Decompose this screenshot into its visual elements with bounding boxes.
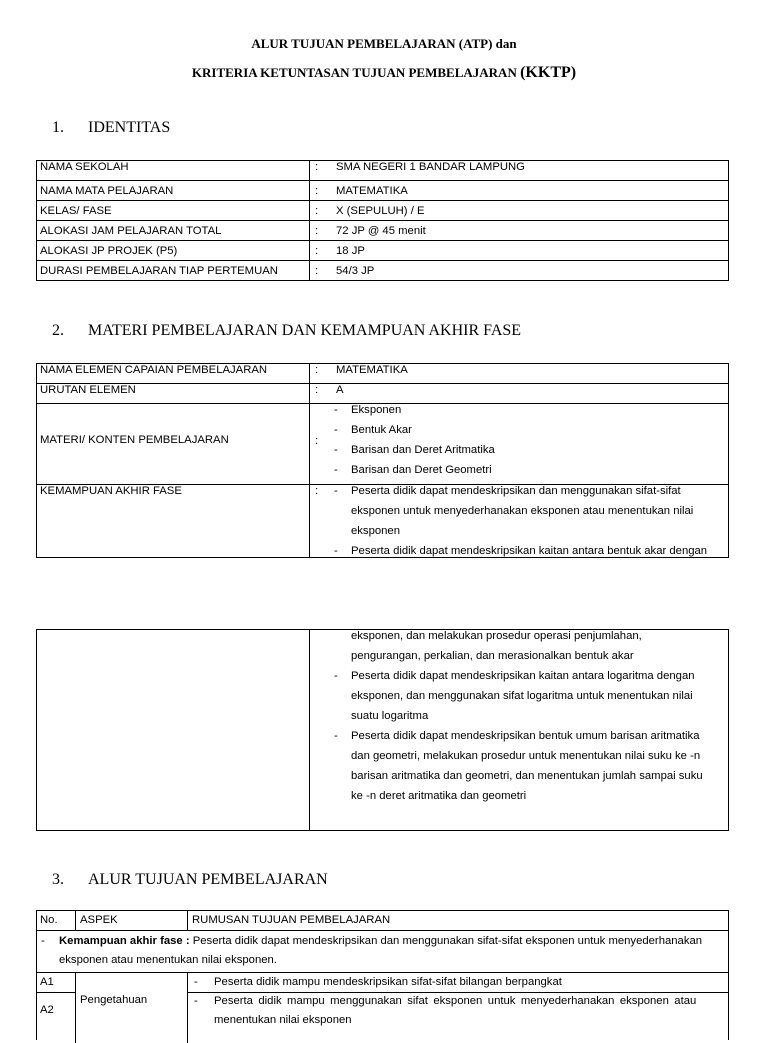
kaf-line: eksponen untuk menyederhanakan eksponen atau menentukan nilai xyxy=(351,505,694,517)
header-aspek: ASPEK xyxy=(80,914,118,926)
header-no: No. xyxy=(40,914,58,926)
row-label: DURASI PEMBELAJARAN TIAP PERTEMUAN xyxy=(40,265,278,277)
row-no-a2: A2 xyxy=(40,1004,54,1016)
row-value: SMA NEGERI 1 BANDAR LAMPUNG xyxy=(336,161,525,173)
bullet-dash: - xyxy=(334,424,338,436)
konten-item: Barisan dan Deret Aritmatika xyxy=(351,444,495,456)
row-colon: : xyxy=(315,364,319,376)
bullet-dash: - xyxy=(334,545,338,557)
kaf-line: Peserta didik dapat mendeskripsikan bentuk umum barisan aritmatika xyxy=(351,730,700,742)
bullet-dash: - xyxy=(194,976,198,988)
section-number: 1. xyxy=(52,119,64,136)
atp-body xyxy=(37,973,728,1043)
konten-item: Barisan dan Deret Geometri xyxy=(351,464,492,476)
section-title: MATERI PEMBELAJARAN DAN KEMAMPUAN AKHIR FASE xyxy=(88,322,522,339)
kaf-statement xyxy=(59,931,702,951)
table-row xyxy=(37,241,728,261)
row-label: URUTAN ELEMEN xyxy=(40,384,136,396)
tujuan-a2: Peserta didik mampu menggunakan sifat eksponen untuk menyederhanakan eksponen atau xyxy=(214,995,697,1007)
section-atp-heading xyxy=(52,871,328,889)
kaf-line: eksponen, dan melakukan prosedur operasi penjumlahan, xyxy=(351,630,642,642)
row-label: NAMA SEKOLAH xyxy=(40,161,129,173)
bullet-dash: - xyxy=(194,995,198,1007)
document-title-line1: ALUR TUJUAN PEMBELAJARAN (ATP) dan xyxy=(251,36,517,51)
kaf-line: pengurangan, perkalian, dan merasionalkan bentuk akar xyxy=(351,650,634,662)
identitas-table xyxy=(36,160,729,281)
materi-table xyxy=(36,363,729,558)
title-main: KRITERIA KETUNTASAN TUJUAN PEMBELAJARAN xyxy=(191,65,517,80)
tujuan-a2-cont: menentukan nilai eksponen xyxy=(214,1014,352,1026)
row-colon: : xyxy=(315,225,319,237)
kaf-line: Peserta didik dapat mendeskripsikan kaitan antara bentuk akar dengan xyxy=(351,545,708,557)
konten-item: Bentuk Akar xyxy=(351,424,412,436)
section-title: IDENTITAS xyxy=(88,119,171,136)
row-colon: : xyxy=(315,205,319,217)
bullet-dash: - xyxy=(334,444,338,456)
title-kktp: (KKTP) xyxy=(520,64,577,81)
tujuan-a1: Peserta didik mampu mendeskripsikan sifat-sifat bilangan berpangkat xyxy=(214,976,562,988)
materi-continuation-table xyxy=(36,629,729,831)
section-materi-heading xyxy=(52,322,521,340)
table-row xyxy=(37,404,728,485)
row-label: NAMA ELEMEN CAPAIAN PEMBELAJARAN xyxy=(40,364,268,376)
bullet-dash: - xyxy=(334,670,338,682)
atp-table xyxy=(36,910,729,1040)
table-row xyxy=(37,201,728,221)
row-value: 18 JP xyxy=(336,245,365,257)
kaf-bold-label: Kemampuan akhir fase : xyxy=(59,935,190,947)
table-row xyxy=(37,261,728,281)
bullet-dash: - xyxy=(41,935,45,947)
row-colon: : xyxy=(315,185,319,197)
row-label: MATERI/ KONTEN PEMBELAJARAN xyxy=(40,434,229,446)
row-colon: : xyxy=(315,265,319,277)
kaf-line: Peserta didik dapat mendeskripsikan dan menggunakan sifat-sifat xyxy=(351,485,681,497)
section-identitas-heading xyxy=(52,119,170,137)
row-value: 54/3 JP xyxy=(336,265,375,277)
kaf-text-cont: eksponen atau menentukan nilai eksponen. xyxy=(59,954,277,966)
row-label: NAMA MATA PELAJARAN xyxy=(40,185,174,197)
kaf-line: Peserta didik dapat mendeskripsikan kaitan antara logaritma dengan xyxy=(351,670,695,682)
table-row xyxy=(37,161,728,181)
row-label: ALOKASI JAM PELAJARAN TOTAL xyxy=(40,225,222,237)
row-colon: : xyxy=(315,161,319,173)
row-value: X (SEPULUH) / E xyxy=(336,205,425,217)
table-row xyxy=(37,485,728,558)
kaf-line: eksponen, dan menggunakan sifat logaritma untuk menentukan nilai xyxy=(351,690,693,702)
bullet-dash: - xyxy=(334,404,338,416)
row-label: KEMAMPUAN AKHIR FASE xyxy=(40,485,182,497)
row-value: MATEMATIKA xyxy=(336,185,408,197)
bullet-dash: - xyxy=(334,464,338,476)
kaf-line: suatu logaritma xyxy=(351,710,429,722)
header-rumusan: RUMUSAN TUJUAN PEMBELAJARAN xyxy=(192,914,391,926)
bullet-dash: - xyxy=(334,485,338,497)
kaf-line: ke -n deret aritmatika dan geometri xyxy=(351,790,527,802)
kaf-line: barisan aritmatika dan geometri, dan menentukan jumlah sampai suku xyxy=(351,770,703,782)
row-colon: : xyxy=(315,384,319,396)
row-value: 72 JP @ 45 menit xyxy=(336,225,426,237)
section-number: 2. xyxy=(52,322,64,339)
row-value: MATEMATIKA xyxy=(336,364,408,376)
document-title-line2 xyxy=(0,64,768,82)
row-colon: : xyxy=(315,485,319,497)
kaf-line: dan geometri, melakukan prosedur untuk menentukan nilai suku ke -n xyxy=(351,750,701,762)
row-label: KELAS/ FASE xyxy=(40,205,112,217)
table-row xyxy=(37,181,728,201)
row-value: A xyxy=(336,384,344,396)
kaf-line: eksponen xyxy=(351,525,400,537)
table-row xyxy=(37,221,728,241)
section-number: 3. xyxy=(52,871,64,888)
aspek-pengetahuan: Pengetahuan xyxy=(80,994,148,1006)
row-label: ALOKASI JP PROJEK (P5) xyxy=(40,245,178,257)
table-header-row xyxy=(37,911,728,931)
kaf-text: Peserta didik dapat mendeskripsikan dan menggunakan sifat-sifat eksponen untuk menyederhanakan xyxy=(189,935,703,947)
bullet-dash: - xyxy=(334,730,338,742)
row-colon: : xyxy=(315,245,319,257)
table-row xyxy=(37,931,728,973)
section-title: ALUR TUJUAN PEMBELAJARAN xyxy=(88,871,328,888)
table-row xyxy=(37,364,728,384)
row-no-a1: A1 xyxy=(40,976,54,988)
row-colon: : xyxy=(315,435,319,447)
konten-item: Eksponen xyxy=(351,404,402,416)
